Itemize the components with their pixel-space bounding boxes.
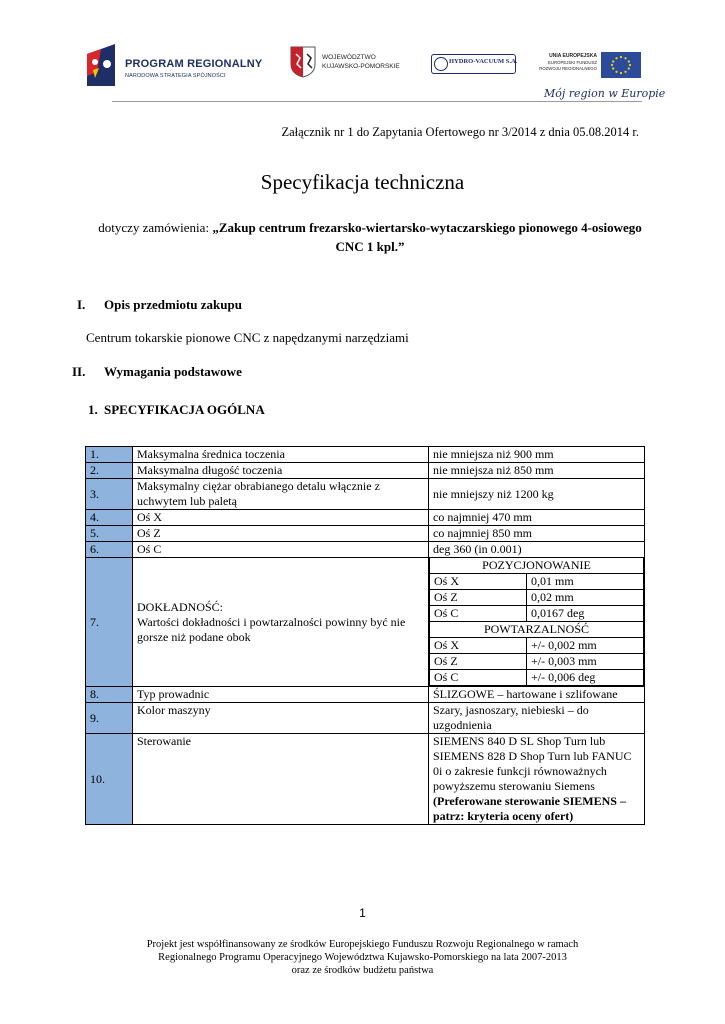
table-row: [86, 479, 645, 510]
positioning-row: [430, 590, 644, 606]
subsection-1-number: 1.: [88, 402, 98, 417]
row-value: nie mniejsza niż 900 mm: [429, 447, 645, 463]
row-value: Szary, jasnoszary, niebieski – do uzgodnienia: [429, 703, 645, 734]
positioning-row: [430, 606, 644, 622]
axis-value: +/- 0,006 deg: [527, 670, 644, 686]
control-value: [429, 734, 645, 825]
axis-value: 0,0167 deg: [527, 606, 644, 622]
table-row: [86, 463, 645, 479]
row-number: 7.: [86, 558, 133, 687]
region-logo-line1: WOJEWÓDZTWO: [322, 54, 376, 61]
row-description: Typ prowadnic: [133, 687, 429, 703]
row-description: Maksymalny ciężar obrabianego detalu włącznie z uchwytem lub paletą: [133, 479, 429, 510]
table-row: [86, 447, 645, 463]
row-description: Oś C: [133, 542, 429, 558]
section-1-number: I.: [77, 297, 86, 312]
row-description: Maksymalna średnica toczenia: [133, 447, 429, 463]
axis-label: Oś Z: [430, 590, 527, 606]
accuracy-description: [133, 558, 429, 687]
repeatability-row: [430, 654, 644, 670]
row-description: Maksymalna długość toczenia: [133, 463, 429, 479]
eu-flag-icon: [601, 52, 641, 78]
page-number: 1: [359, 906, 366, 920]
program-regionalny-logo: [85, 42, 265, 88]
control-options: SIEMENS 840 D SL Shop Turn lub SIEMENS 828 D Shop Turn lub FANUC 0i o zakresie funkcji równoważnych powyższemu sterowaniu Siemens: [433, 734, 632, 793]
accuracy-subtable: [429, 558, 644, 686]
row-number: 10.: [86, 734, 133, 825]
eu-logo: [533, 50, 645, 80]
crest-icon: [290, 46, 316, 78]
row-number: 9.: [86, 703, 133, 734]
wojewodztwo-logo: [290, 46, 415, 82]
company-logo-text: HYDRO-VACUUM S.A.: [449, 58, 518, 65]
header-divider: [112, 101, 642, 102]
row-value: nie mniejsza niż 850 mm: [429, 463, 645, 479]
row-number: 6.: [86, 542, 133, 558]
subsection-1-label: SPECYFIKACJA OGÓLNA: [104, 402, 265, 417]
axis-label: Oś X: [430, 574, 527, 590]
program-logo-subtitle: NARODOWA STRATEGIA SPÓJNOŚCI: [125, 73, 226, 79]
eu-logo-line1: UNIA EUROPEJSKA: [549, 53, 597, 59]
accuracy-text: Wartości dokładności i powtarzalności powinny być nie gorsze niż podane obok: [137, 614, 406, 644]
row-description: Sterowanie: [133, 734, 429, 825]
subject-prefix: dotyczy zamówienia:: [98, 220, 213, 235]
row-value: deg 360 (in 0.001): [429, 542, 645, 558]
motto: Mój region w Europie: [544, 87, 666, 100]
row-number: 2.: [86, 463, 133, 479]
program-regionalny-mark-icon: [85, 42, 119, 88]
order-subject: [90, 218, 650, 256]
program-logo-title: PROGRAM REGIONALNY: [125, 58, 263, 70]
positioning-header: POZYCJONOWANIE: [430, 558, 644, 574]
table-row: [86, 542, 645, 558]
annex-line: Załącznik nr 1 do Zapytania Ofertowego nr 3/2014 z dnia 05.08.2014 r.: [281, 125, 639, 139]
document-title: Specyfikacja techniczna: [260, 170, 465, 194]
row-description: Oś Z: [133, 526, 429, 542]
axis-value: +/- 0,002 mm: [527, 638, 644, 654]
section-2-label: Wymagania podstawowe: [104, 364, 242, 379]
row-description: Oś X: [133, 510, 429, 526]
subject-name: „Zakup centrum frezarsko-wiertarsko-wytaczarskiego pionowego 4-osiowego CNC 1 kpl.”: [212, 220, 642, 254]
repeatability-row: [430, 638, 644, 654]
row-value: co najmniej 470 mm: [429, 510, 645, 526]
row-number: 8.: [86, 687, 133, 703]
footer-line-2: Regionalnego Programu Operacyjnego Województwa Kujawsko-Pomorskiego na lata 2007-2013: [158, 952, 567, 963]
region-logo-line2: KUJAWSKO-POMORSKIE: [322, 63, 400, 70]
accuracy-title: DOKŁADNOŚĆ:: [137, 599, 224, 614]
row-value: co najmniej 850 mm: [429, 526, 645, 542]
accuracy-values: [429, 558, 645, 687]
footer-line-1: Projekt jest współfinansowany ze środków Europejskiego Funduszu Rozwoju Regionalnego w ramach: [146, 939, 579, 950]
eu-logo-line2: EUROPEJSKI FUNDUSZ ROZWOJU REGIONALNEGO: [539, 60, 597, 71]
row-value: ŚLIZGOWE – hartowane i szlifowane: [429, 687, 645, 703]
table-row: [86, 687, 645, 703]
section-1-text: Centrum tokarskie pionowe CNC z napędzanymi narzędziami: [86, 330, 409, 345]
table-row: [86, 703, 645, 734]
footer-line-3: oraz ze środków budżetu państwa: [291, 965, 434, 976]
section-1-label: Opis przedmiotu zakupu: [104, 297, 242, 312]
table-row-accuracy: [86, 558, 645, 687]
specification-table: [85, 446, 645, 825]
positioning-row: [430, 574, 644, 590]
table-row: [86, 526, 645, 542]
repeatability-row: [430, 670, 644, 686]
axis-value: 0,01 mm: [527, 574, 644, 590]
row-number: 1.: [86, 447, 133, 463]
repeatability-header: POWTARZALNOŚĆ: [430, 622, 644, 638]
row-number: 5.: [86, 526, 133, 542]
axis-label: Oś C: [430, 606, 527, 622]
control-preference: (Preferowane sterowanie SIEMENS – patrz: kryteria oceny ofert): [433, 794, 626, 823]
row-number: 3.: [86, 479, 133, 510]
table-row: [86, 510, 645, 526]
table-row-control: [86, 734, 645, 825]
axis-label: Oś Z: [430, 654, 527, 670]
row-number: 4.: [86, 510, 133, 526]
footer: [0, 938, 725, 977]
axis-label: Oś X: [430, 638, 527, 654]
axis-value: 0,02 mm: [527, 590, 644, 606]
section-2-number: II.: [72, 364, 86, 379]
row-value: nie mniejszy niż 1200 kg: [429, 479, 645, 510]
axis-value: +/- 0,003 mm: [527, 654, 644, 670]
hydro-vacuum-circle-icon: [434, 57, 448, 71]
hydro-vacuum-logo: [431, 54, 516, 74]
axis-label: Oś C: [430, 670, 527, 686]
row-description: Kolor maszyny: [133, 703, 429, 734]
